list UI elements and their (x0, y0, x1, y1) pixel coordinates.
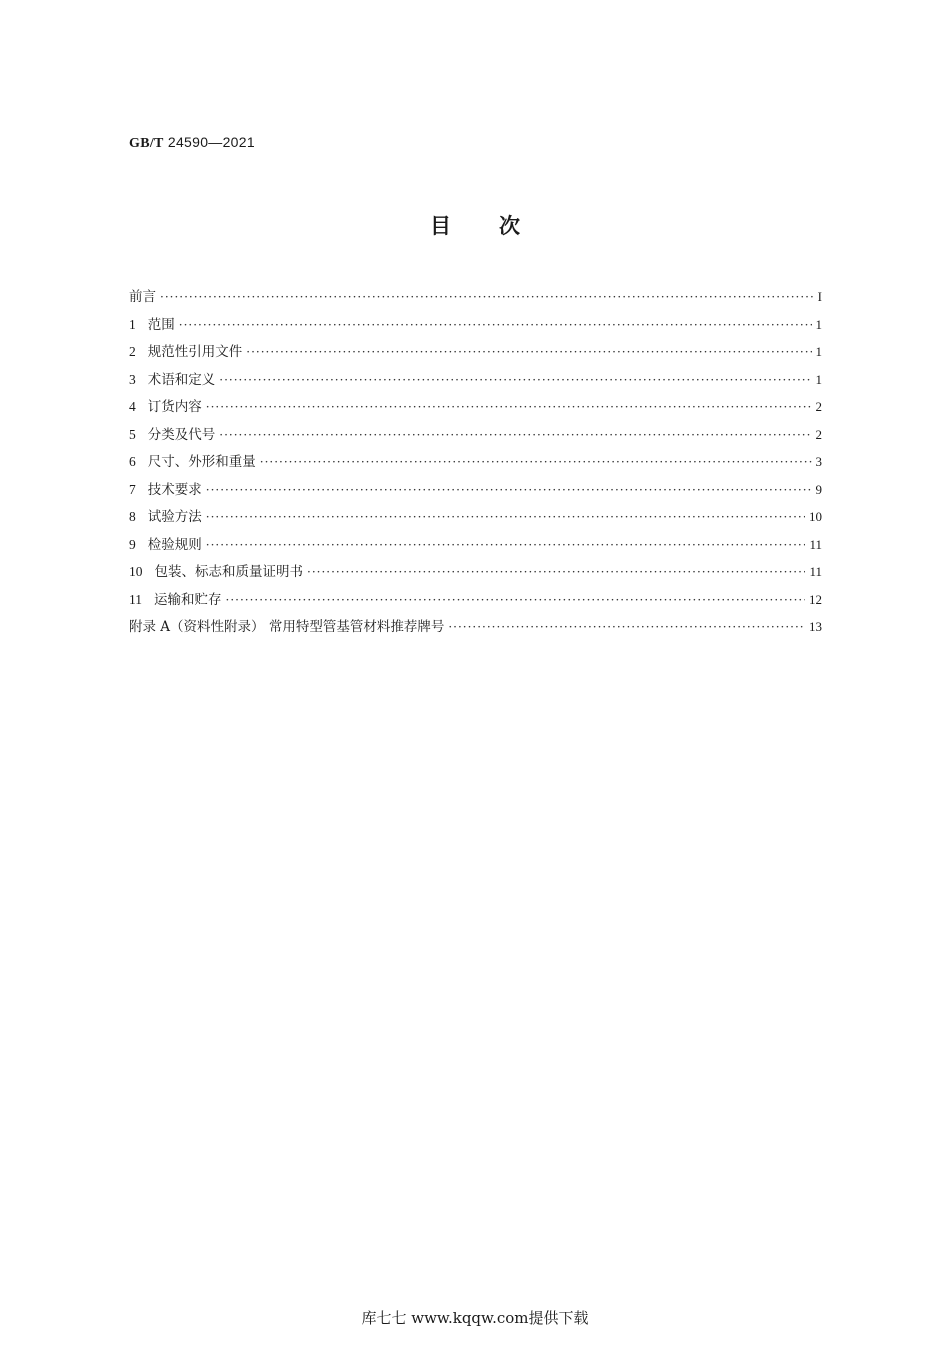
toc-entry-page: 10 (809, 509, 822, 524)
toc-entry-label (129, 558, 303, 587)
toc-entry-page: I (817, 289, 822, 304)
table-of-contents (129, 283, 822, 641)
toc-entry[interactable] (129, 338, 822, 366)
toc-entry-label (129, 366, 215, 395)
toc-entry-page: 1 (815, 371, 822, 387)
toc-entry-title: 包装、标志和质量证明书 (154, 564, 303, 580)
standard-code (129, 134, 255, 152)
toc-entry[interactable] (129, 421, 822, 449)
toc-entry-title: 技术要求 (147, 481, 202, 498)
toc-entry-label (129, 448, 256, 477)
toc-entry[interactable] (129, 283, 822, 311)
toc-entry-label (129, 284, 156, 312)
toc-entry-page: 9 (815, 481, 822, 497)
toc-entry[interactable] (129, 503, 822, 531)
toc-entry-title: 检验规则 (147, 536, 202, 553)
toc-entry-page: 2 (815, 426, 822, 442)
toc-entry-label (129, 338, 242, 367)
toc-entry[interactable] (129, 476, 822, 504)
dot-leader (448, 614, 805, 642)
toc-entry-title: 附录 A（资料性附录） 常用特型管基管材料推荐牌号 (129, 619, 445, 635)
dot-leader (219, 422, 811, 450)
toc-entry-label (129, 311, 175, 340)
toc-entry-number: 2 (129, 344, 136, 359)
toc-entry[interactable] (129, 531, 822, 559)
toc-entry-number: 11 (129, 591, 142, 607)
toc-entry-page: 12 (809, 591, 822, 607)
toc-entry-appendix[interactable] (129, 613, 822, 641)
toc-entry-page: 1 (815, 344, 822, 359)
dot-leader (206, 532, 806, 560)
dot-leader (307, 559, 805, 587)
toc-entry-title: 尺寸、外形和重量 (147, 454, 256, 470)
toc-entry-page: 3 (815, 454, 822, 469)
toc-entry-title: 试验方法 (147, 509, 202, 525)
page-title-part1: 目 (430, 214, 451, 238)
toc-entry-page: 13 (809, 619, 822, 634)
toc-entry-number: 7 (129, 481, 136, 497)
standard-code-prefix: GB/T (129, 136, 164, 151)
toc-entry[interactable] (129, 586, 822, 614)
toc-entry-number: 1 (129, 316, 136, 332)
page-title (0, 210, 950, 240)
toc-entry-page: 11 (809, 536, 822, 552)
toc-entry-number: 9 (129, 536, 136, 552)
toc-entry-number: 8 (129, 509, 136, 524)
dot-leader (179, 312, 812, 340)
dot-leader (206, 477, 812, 505)
toc-entry-title: 术语和定义 (147, 371, 216, 388)
dot-leader (219, 367, 811, 395)
dot-leader (260, 449, 812, 477)
toc-entry-title: 分类及代号 (147, 426, 216, 443)
toc-entry-number: 3 (129, 371, 136, 387)
toc-entry[interactable] (129, 366, 822, 394)
toc-entry-title: 范围 (147, 316, 175, 333)
toc-entry-number: 5 (129, 426, 136, 442)
toc-entry-number: 4 (129, 399, 136, 414)
toc-entry-title: 运输和贮存 (154, 591, 222, 608)
toc-entry-title: 前言 (129, 289, 156, 305)
toc-entry-number: 10 (129, 564, 143, 579)
toc-entry-page: 2 (815, 399, 822, 414)
toc-entry[interactable] (129, 558, 822, 586)
dot-leader (206, 394, 812, 422)
toc-entry-page: 1 (815, 316, 822, 332)
page-title-part2: 次 (499, 214, 520, 238)
toc-entry-label (129, 393, 202, 422)
toc-entry-page: 11 (809, 564, 822, 579)
download-footer: 库七七 www.kqqw.com提供下载 (361, 1309, 589, 1327)
toc-entry-title: 规范性引用文件 (147, 344, 243, 360)
toc-entry-label (129, 421, 215, 450)
toc-entry[interactable] (129, 393, 822, 421)
dot-leader (206, 504, 805, 532)
toc-entry-title: 订货内容 (147, 399, 202, 415)
toc-entry-label (129, 531, 202, 560)
dot-leader (246, 339, 811, 367)
toc-entry[interactable] (129, 311, 822, 339)
toc-entry-label (129, 476, 202, 505)
dot-leader (160, 284, 814, 312)
toc-entry[interactable] (129, 448, 822, 476)
standard-code-number: 24590—2021 (167, 134, 255, 150)
toc-entry-label (129, 503, 202, 532)
toc-entry-label (129, 586, 222, 615)
dot-leader (226, 587, 806, 615)
toc-entry-label (129, 614, 444, 642)
toc-entry-number: 6 (129, 454, 136, 469)
